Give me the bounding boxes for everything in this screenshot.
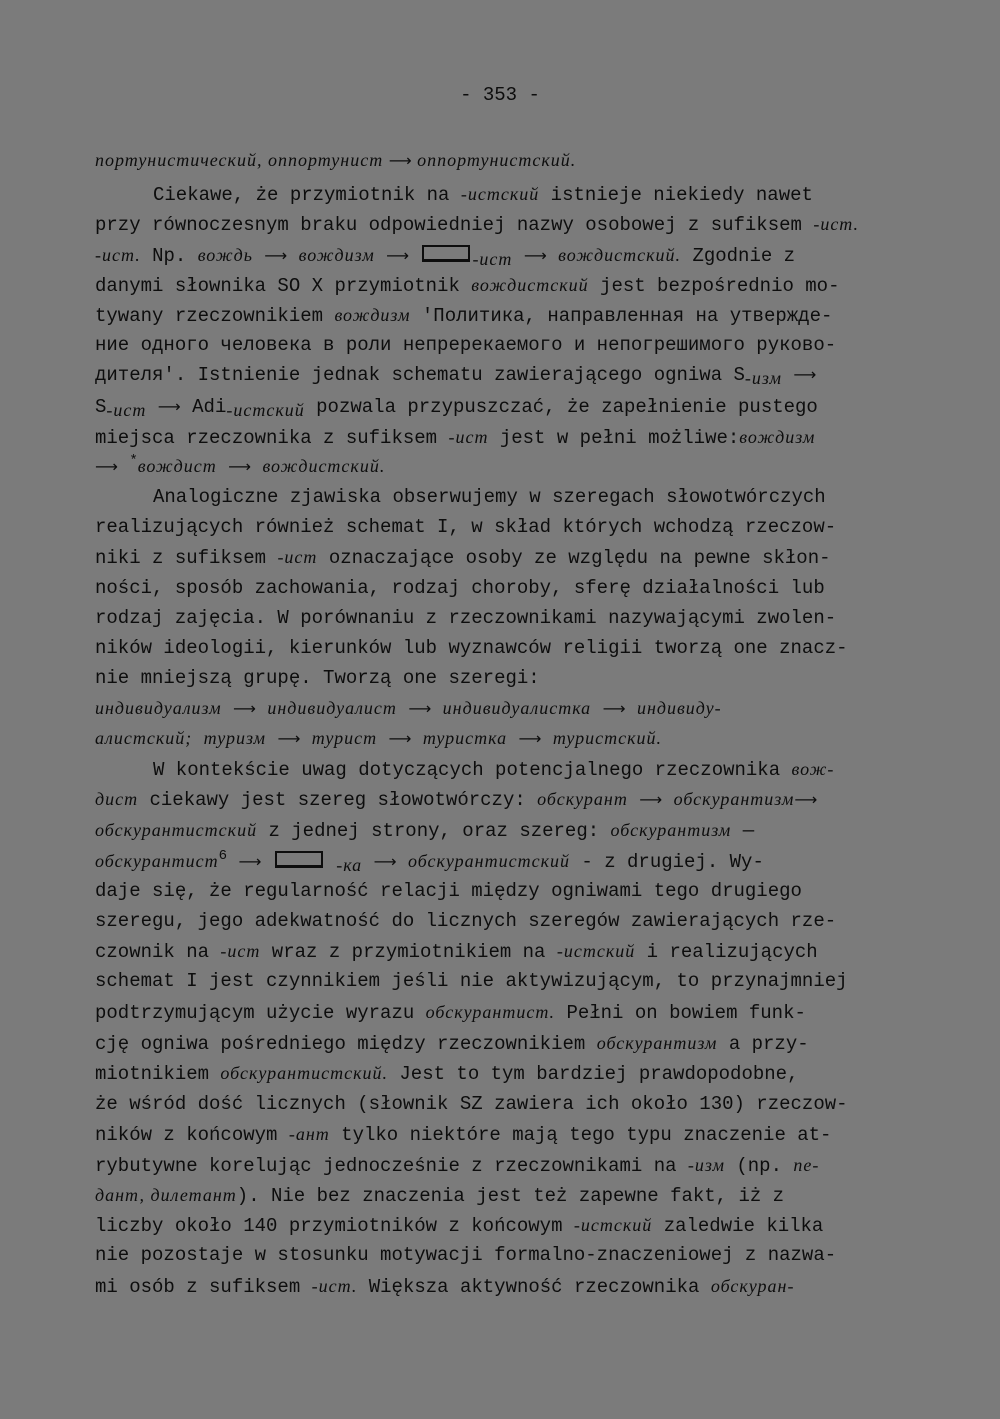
text-line: cję ogniwa pośredniego między rzeczownikiem обскурантизм a przy-	[95, 1033, 809, 1055]
text-line: $S_{-ист}$ ⟶ Adi$_{-истский}$ pozwala przypuszczać, że zapełnienie pustego	[95, 396, 818, 420]
text-line: алистский; туризм ⟶ турист ⟶ туристка ⟶ туристский.	[95, 728, 663, 748]
text-line: danymi słownika SO X przymiotnik вождистский jest bezpośrednio mo-	[95, 275, 840, 297]
text-line: дист ciekawy jest szereg słowotwórczy: обскурант ⟶ обскурантизм⟶	[95, 789, 818, 811]
text-line: że wśród dość licznych (słownik SZ zawiera ich około 130) rzeczow-	[95, 1093, 848, 1115]
text-line: ние одного человека в роли непререкаемого и непогрешимого руково-	[95, 334, 837, 356]
text-line: miotnikiem обскурантистский. Jest to tym bardziej prawdopodobne,	[95, 1063, 799, 1085]
text-line: rodzaj zajęcia. W porównaniu z rzeczownikami nazywającymi zwolen-	[95, 607, 837, 629]
text-line: czownik na -ист wraz z przymiotnikiem na -истский i realizujących	[95, 941, 818, 963]
text-line: ników ideologii, kierunków lub wyznawców religii tworzą one znacz-	[95, 637, 848, 659]
text-line: nie pozostaje w stosunku motywacji formalno-znaczeniowej z nazwa-	[95, 1244, 837, 1266]
text-line: ⟶ *вождист ⟶ вождистский.	[95, 453, 386, 476]
text-line: обскурантистский z jednej strony, oraz szereg: обскурантизм —	[95, 820, 755, 842]
text-line: ników z końcowym -ант tylko niektóre mają tego typu znaczenie at-	[95, 1124, 832, 1146]
text-line: liczby około 140 przymiotników z końcowym -истский zaledwie kilka	[95, 1215, 824, 1237]
text-line: rybutywne korelując jednocześnie z rzeczownikami na -изм (np. пе-	[95, 1155, 820, 1177]
text-line: realizujących również schemat I, w skład których wchodzą rzeczow-	[95, 516, 837, 538]
text-line: портунистический, оппортунист ⟶ оппортунистский.	[95, 150, 577, 170]
text-line: ności, sposób zachowania, rodzaj choroby, sferę działalności lub	[95, 577, 825, 599]
text-line: обскурантист$^6$ ⟶ $_{-ка}$ ⟶ обскурантистский - z drugiej. Wy-	[95, 848, 764, 875]
text-line: индивидуализм ⟶ индивидуалист ⟶ индивидуалистка ⟶ индивиду-	[95, 698, 722, 718]
text-line: nie mniejszą grupę. Tworzą one szeregi:	[95, 667, 540, 689]
text-line: -ист. Np. вождь ⟶ вождизм ⟶ $_{-ист}$ ⟶ вождистский. Zgodnie z	[95, 245, 796, 269]
text-line: szeregu, jego adekwatność do licznych szeregów zawierających rze-	[95, 910, 837, 932]
text-line: podtrzymującym użycie wyrazu обскурантист. Pełni on bowiem funk-	[95, 1002, 806, 1024]
text-line: дителя'. Istnienie jednak schematu zawierającego ogniwa $S_{-изм}$ ⟶	[95, 364, 817, 388]
text-line: Analogiczne zjawiska obserwujemy w szeregach słowotwórczych	[153, 486, 826, 508]
text-line: дант, дилетант). Nie bez znaczenia jest też zapewne fakt, iż z	[95, 1185, 785, 1207]
text-line: przy równoczesnym braku odpowiedniej nazwy osobowej z sufiksem -ист.	[95, 214, 860, 236]
text-line: niki z sufiksem -ист oznaczające osoby ze względu na pewne skłon-	[95, 547, 831, 569]
page-number: - 353 -	[460, 84, 540, 106]
text-line: Ciekawe, że przymiotnik na -истский istnieje niekiedy nawet	[153, 184, 813, 206]
text-line: W kontekście uwag dotyczących potencjalnego rzeczownika вож-	[153, 759, 835, 781]
text-line: miejsca rzeczownika z sufiksem -ист jest w pełni możliwe:вождизм	[95, 427, 816, 449]
text-line: tywany rzeczownikiem вождизм 'Политика, направленная на утвержде-	[95, 305, 833, 327]
text-line: mi osób z sufiksem -ист. Większa aktywność rzeczownika обскуран-	[95, 1276, 795, 1298]
text-line: schemat I jest czynnikiem jeśli nie aktywizującym, to przynajmniej	[95, 970, 848, 992]
empty-slot-box	[422, 245, 470, 262]
text-line: daje się, że regularność relacji między ogniwami tego drugiego	[95, 880, 802, 902]
empty-slot-box	[275, 851, 323, 868]
